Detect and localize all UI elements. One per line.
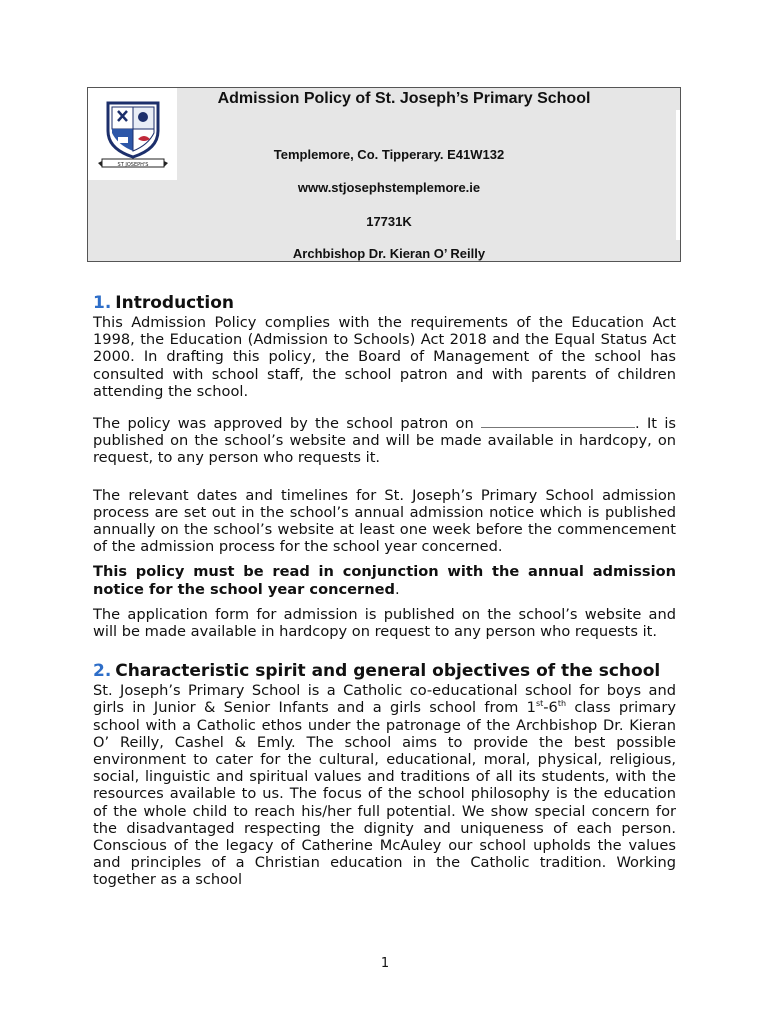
school-website[interactable]: www.stjosephstemplemore.ie: [297, 180, 481, 195]
section-heading-characteristic-spirit: [93, 660, 676, 682]
bold-notice: This policy must be read in conjunction with the annual admission notice for the school year concerned: [93, 563, 676, 598]
document-body: [93, 292, 676, 889]
section-number: 1.: [93, 293, 112, 313]
section-title: Introduction: [115, 293, 234, 313]
superscript: th: [557, 699, 567, 709]
approval-date-blank: [481, 416, 635, 428]
header-box: [87, 87, 681, 262]
ethos-text: St. Joseph’s Primary School is a Catholic co-educational school for boys and girls in Junior & Senior Infants and a girls school from 1: [93, 682, 676, 717]
school-patron: Archbishop Dr. Kieran O’ Reilly: [292, 246, 486, 261]
roll-number: 17731K: [366, 214, 412, 229]
section-number: 2.: [93, 661, 112, 682]
superscript: st: [535, 699, 544, 709]
ethos-text: -6: [543, 699, 558, 717]
paragraph: This Admission Policy complies with the requirements of the Education Act 1998, the Education (Admission to Schools) Act 2018 and the Equal Status Act 2000. In drafting this policy, the Board of Management of the school has consulted with school staff, the school patron and with parents of children attending the school.: [93, 314, 676, 400]
paragraph: The relevant dates and timelines for St. Joseph’s Primary School admission process are set out in the school’s annual admission notice which is published annually on the school’s website at least one week before the commencement of the admission process for the school year concerned.: [93, 486, 676, 556]
paragraph: The application form for admission is published on the school’s website and will be made available in hardcopy on request to any person who requests it.: [93, 605, 676, 641]
period: .: [394, 580, 400, 598]
section-title: Characteristic spirit and general objectives of the school: [115, 661, 661, 682]
paragraph-notice: [93, 563, 676, 597]
approval-text-end: . It is published on the school’s website and will be made available in hardcopy, on request, to any person who requests it.: [93, 415, 676, 467]
approval-text: The policy was approved by the school patron on: [93, 415, 474, 433]
page-number: 1: [380, 956, 390, 971]
paragraph-ethos: [93, 682, 676, 888]
ethos-text: class primary school with a Catholic ethos under the patronage of the Archbishop Dr. Kieran O’ Reilly, Cashel & Emly. The school aims to provide the best possible environment to cater for the cultural, educational, moral, physical, religious, social, linguistic and spiritual values and traditions of all its students, with the resources available to us. The focus of the school philosophy is the education of the whole child to reach his/her full potential. We show special concern for the disadvantaged respecting the dignity and uniqueness of each person. Conscious of the legacy of Catherine McAuley our school upholds the values and principles of a Christian education in the Catholic tradition. Working together as a school: [93, 699, 676, 889]
crest-motto: ST JOSEPH'S: [117, 162, 149, 168]
school-address: Templemore, Co. Tipperary. E41W132: [273, 147, 505, 162]
section-heading-introduction: [93, 292, 676, 314]
paragraph-approval: [93, 415, 676, 467]
document-title: Admission Policy of St. Joseph’s Primary School: [217, 90, 591, 107]
